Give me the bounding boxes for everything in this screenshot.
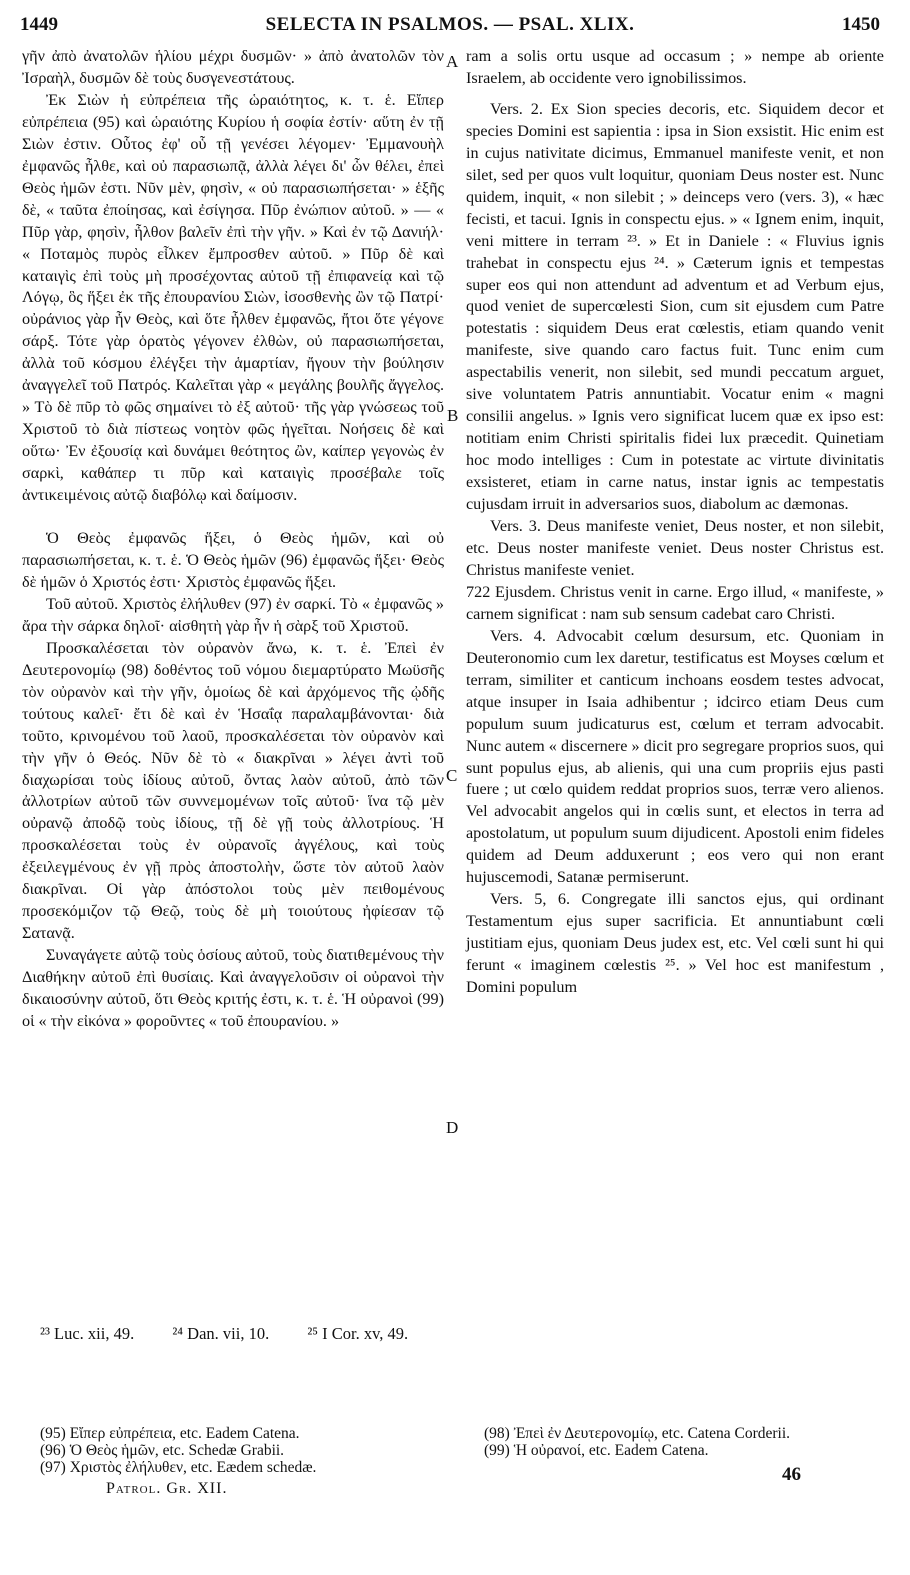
margin-letter: B	[447, 406, 459, 425]
footnote-ref: ²⁵ I Cor. xv, 49.	[307, 1324, 409, 1343]
latin-paragraph: Vers. 3. Deus manifeste veniet, Deus noster, et non silebit, etc. Deus noster manifeste veniet. Deus noster Christus est. Christus manifeste veniet.	[466, 517, 884, 579]
footnote-ref: ²⁴ Dan. vii, 10.	[172, 1324, 270, 1343]
note: (98) Ἐπεὶ ἐν Δευτερονομίῳ, etc. Catena Corderii.	[484, 1425, 791, 1442]
running-header	[20, 14, 880, 38]
notes-right	[484, 1425, 884, 1459]
greek-paragraph: γῆν ἀπὸ ἀνατολῶν ἡλίου μέχρι δυσμῶν· » ἀπὸ ἀνατολῶν τὸν Ἰσραὴλ, δυσμῶν δὲ τοὺς δυσγενεστάτους.	[22, 47, 444, 87]
greek-paragraph: Ὁ Θεὸς ἐμφανῶς ἥξει, ὁ Θεὸς ἡμῶν, καὶ οὐ παρασιωπήσεται, κ. τ. ἑ. Ὁ Θεὸς ἡμῶν (96) ἐμφανῶς ἥξει· Θεὸς δὲ ἡμῶν ὁ Χριστός ἐστι· Χριστὸς ἐμφανῶς ἥξει.	[22, 529, 444, 591]
latin-paragraph: ram a solis ortu usque ad occasum ; » nempe ab oriente Israelem, ab occidente vero ignobilissimos.	[466, 47, 884, 87]
note: (97) Χριστὸς ἐλήλυθεν, etc. Eædem schedæ.	[40, 1459, 317, 1476]
latin-paragraph: Vers. 2. Ex Sion species decoris, etc. Siquidem decor et species Domini est sapientia : ipsa in Sion exsistit. Hic enim est in cujus nativitate dicimus, Emmanuel manifeste venit, et non silet, sed per quos vult loquitur, quoniam Deus noster est. Nunc quidem, inquit, « non silebit ; » deinceps vero (vers. 3), « hæc fecisti, et tacui. Ignis in conspectu ejus. » « Ignem enim, inquit, veni mittere in terram ²³. » Et in Daniele : « Fluvius ignis trahebat in conspectu ejus ²⁴. » Cæterum ignis et tempestas super eos qui non attendunt ad adventum et ad Verbum ejus, quod veniet de supercœlesti Sion, cum sit ejusdem cum Patre potestatis : siquidem Deus erat cœlestis, etiam quando venit manifeste, sive quando caro factus fuit. Tunc enim cum aspectabilis venerit, non silebit, sed mundi peccatum arguet, sive voluntatem Patris annuntiabit. Vocatur enim « magni consilii angelus. » Ignis vero significat lucem quæ ex ipso est: notitiam enim Christi spiritalis fidei lux præcedit. Quinetiam hoc modo intelliges : Cum in potestate ac virtute divinitatis exsisteret, etiam in carne natus, instar ignis ac tempestatis cujusdam irruit in adversarios suos, diabolum ac dæmonas.	[466, 99, 884, 514]
margin-letter: C	[446, 766, 458, 785]
latin-column	[466, 46, 884, 999]
note: (99) Ἡ οὐρανοί, etc. Eadem Catena.	[484, 1442, 709, 1459]
right-column-number: 1450	[842, 14, 880, 35]
greek-paragraph: Τοῦ αὐτοῦ. Χριστὸς ἐλήλυθεν (97) ἐν σαρκί. Τὸ « ἐμφανῶς » ἄρα τὴν σάρκα δηλοῖ· αἰσθητὴ γὰρ ἦν ἡ σὰρξ τοῦ Χριστοῦ.	[22, 594, 444, 635]
page-footer: Patrol. Gr. XII.	[106, 1480, 228, 1497]
note: (96) Ὁ Θεὸς ἡμῶν, etc. Schedæ Grabii.	[40, 1442, 285, 1459]
latin-paragraph: Vers. 5, 6. Congregate illi sanctos ejus, qui ordinant Testamentum ejus super sacrificia. Et annuntiabunt cœli justitiam ejus, quoniam Deus judex est, etc. Vel cœli sunt hi qui ferunt « imaginem cœlestis ²⁵. » Vel hoc est manifestum , Domini populum	[466, 890, 884, 997]
notes-left	[40, 1425, 450, 1476]
greek-paragraph: Συναγάγετε αὐτῷ τοὺς ὁσίους αὐτοῦ, τοὺς διατιθεμένους τὴν Διαθήκην αὐτοῦ ἐπὶ θυσίαις. Καὶ ἀναγγελοῦσιν οἱ οὐρανοὶ τὴν δικαιοσύνην αὐτοῦ, ὅτι Θεὸς κριτής ἐστι, κ. τ. ἑ. Ἡ οὐρανοὶ (99) οἱ « τὴν εἰκόνα » φοροῦντες « τοῦ ἐπουρανίου. »	[22, 946, 444, 1030]
greek-paragraph: Προσκαλέσεται τὸν οὐρανὸν ἄνω, κ. τ. ἑ. Ἐπεὶ ἐν Δευτερονομίῳ (98) δοθέντος τοῦ νόμου διεμαρτύρατο Μωϋσῆς τὸν οὐρανὸν καὶ τὴν γῆν, ὁμοίως δὲ καὶ ἀρχόμενος τῆς ᾠδῆς τούτους καλεῖ· ἔτι δὲ καὶ ἐν Ἡσαΐᾳ παραλαμβάνονται· διὰ τοῦτο, κρινομένου τοῦ λαοῦ, προσκαλέσεται τὸν οὐρανὸν καὶ τὴν γῆν ὁ Θεός. Νῦν δὲ τὸ « διακρῖναι » λέγει ἀντὶ τοῦ διαχωρίσαι τοὺς ἰδίους αὐτοῦ, ὄντας λαὸν αὐτοῦ, ἀπὸ τῶν ἀλλοτρίων αὐτοῦ τῶν συννεμομένων τοῖς αὐτοῦ· ἵνα τῷ μὲν οὐρανῷ ἀποδῷ τοὺς ἰδίους, τῇ δὲ γῇ τοὺς ἀλλοτρίους. Ἡ προσκαλέσεται τοὺς ἐν οὐρανοῖς ἀγγέλους, καὶ τοὺς ἐξειλεγμένους ἐν γῇ πρὸς ἀποστολὴν, ὥστε τὸν αὐτοῦ λαὸν διακρῖναι. Οἱ γὰρ ἀπόστολοι τοὺς μὲν πειθομένους προσεκόμιζον τῷ Θεῷ, τοὺς δὲ μὴ τοιούτους ἠφίεσαν τῷ Σατανᾷ.	[22, 638, 444, 943]
latin-paragraph: Vers. 4. Advocabit cœlum desursum, etc. Quoniam in Deuteronomio cum lex daretur, testificatus est Moyses cœlum et terram, similiter et canticum inchoans eosdem testes advocat, atque insuper in Isaia adhibentur ; idcirco etiam Deus cum populum suum judicaturus est, cœlum et terram advocabit. Nunc autem « discernere » dicit pro segregare proprios suos, qui sunt populus ejus, ab alienis, qui una cum propriis ejus pasti fuere ; ut cœlo quidem reddat proprios suos, terræ vero alienos. Vel advocabit angelos qui in cœlis sunt, et electos in terra ad apostolatum, ut populum suum dijudicent. Apostoli enim fideles quidem ad Deum adduxerunt ; eos vero qui non erant hujuscemodi, Satanæ permiserunt.	[466, 626, 884, 887]
latin-paragraph: 722 Ejusdem. Christus venit in carne. Ergo illud, « manifeste, » carnem significat : nam sub sensum cadebat caro Christi.	[466, 582, 884, 623]
note: (95) Εἴπερ εὐπρέπεια, etc. Eadem Catena.	[40, 1425, 300, 1442]
margin-letter: A	[446, 52, 459, 71]
margin-letter: D	[446, 1118, 459, 1137]
left-column-number: 1449	[20, 14, 58, 35]
greek-column	[22, 46, 444, 1033]
signature-mark: 46	[782, 1464, 801, 1485]
reference-footnotes	[40, 1324, 442, 1344]
running-title: SELECTA IN PSALMOS. — PSAL. XLIX.	[265, 14, 635, 35]
greek-paragraph: Ἐκ Σιὼν ἡ εὐπρέπεια τῆς ὡραιότητος, κ. τ. ἑ. Εἴπερ εὐπρέπεια (95) καὶ ὡραιότης Κυρίου ἡ σοφία ἐστίν· αὕτη ἐν τῇ Σιὼν ἐστιν. Οὗτος ἐφ' οὗ τῇ γενέσει λέγομεν· Ἐμμανουὴλ ἐμφανῶς ἦλθε, καὶ οὐ παρασιωπᾷ, ἀλλὰ λέγει δι' ὧν θέλει, ἐπεὶ Θεὸς ἡμῶν ἐστι. Νῦν μὲν, φησὶν, « οὐ παρασιωπήσεται· » ἑξῆς δὲ, « ταῦτα ἐποίησας, καὶ ἐσίγησα. Πῦρ ἐνώπιον αὐτοῦ. » — « Πῦρ γὰρ, φησὶν, ἦλθον βαλεῖν ἐπὶ τὴν γῆν. » Καὶ ἐν τῷ Δανιήλ· « Ποταμὸς πυρὸς εἷλκεν ἔμπροσθεν αὐτοῦ. » Πῦρ δὲ καὶ καταιγὶς ἐπὶ τοὺς μὴ προσέχοντας αὐτοῦ τῇ ἐπιφανείᾳ καὶ τῷ Λόγῳ, ὃς ἥξει ἐκ τῆς ἐπουρανίου Σιὼν, ἰσοσθενὴς ὢν τῷ Πατρί· οὐράνιος γὰρ ἦν Θεὸς, καὶ ὅτε ἦλθεν ἐμφανῶς, ἤτοι ὅτε γέγονε σάρξ. Τότε γὰρ ὁρατὸς γέγονεν ἐλθὼν, οὐ παρασιωπήσεται, ἀλλὰ τοῦ κόσμου ἐλέγξει τὴν ἁμαρτίαν, ἤγουν τὴν βούλησιν ἀναγγελεῖ τοῦ Πατρός. Καλεῖται γὰρ « μεγάλης βουλῆς ἄγγελος. » Τὸ δὲ πῦρ τὸ φῶς σημαίνει τὸ ἐξ αὐτοῦ· τῆς γὰρ γνώσεως τοῦ Χριστοῦ τὸ διὰ πίστεως νοητὸν φῶς ἡγεῖται. Νοήσεις δὲ καὶ οὕτω· Ἐν ἐξουσίᾳ καὶ δυνάμει θεότητος ὢν, καίπερ γεγονὼς ἐν σαρκὶ, καθάπερ τι πῦρ καὶ καταιγὶς προσέβαλε τοῖς ἀντικειμένοις αὐτῷ διαβόλῳ καὶ δαίμοσιν.	[22, 90, 444, 505]
footnote-ref: ²³ Luc. xii, 49.	[40, 1324, 135, 1343]
